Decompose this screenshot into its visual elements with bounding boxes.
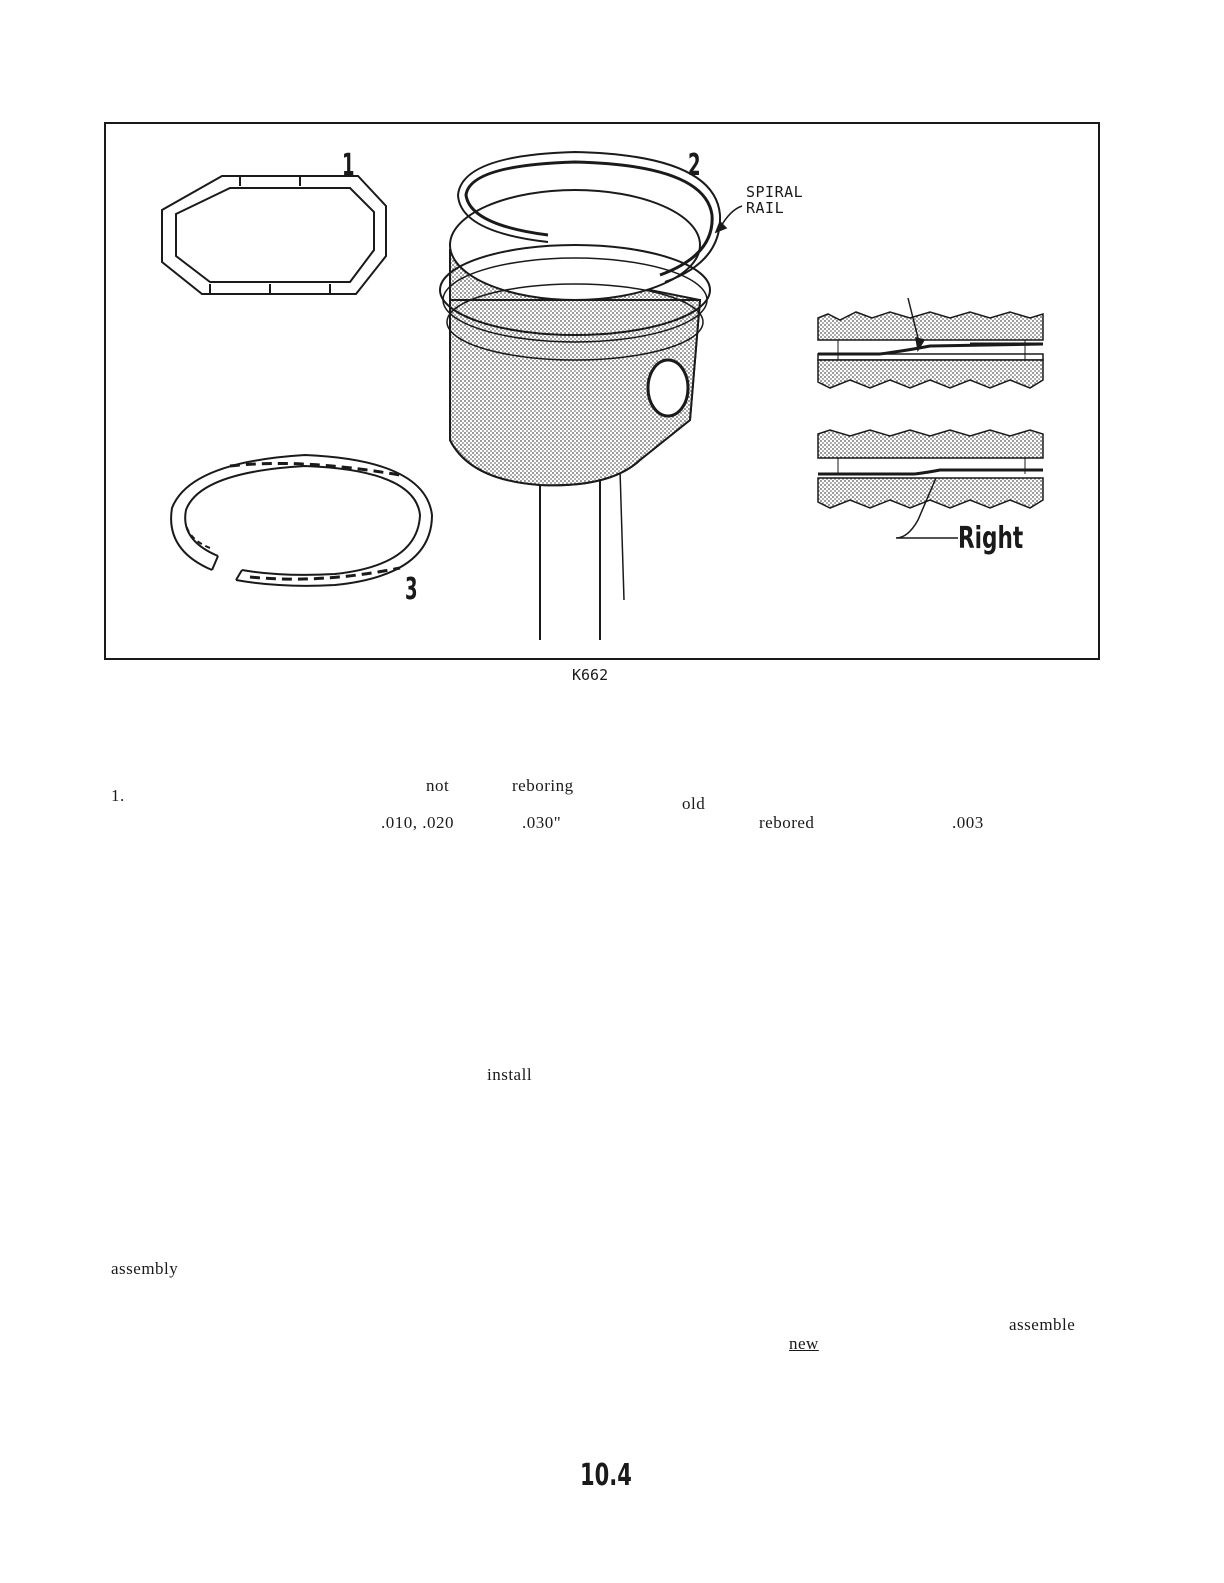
word-oversizes: .010, .020 <box>381 813 454 832</box>
spiral-rail-callout <box>746 184 803 216</box>
word-assemble: assemble <box>1009 1315 1076 1334</box>
part-label-2: 2 <box>688 148 701 183</box>
piston-ring-illustration <box>0 0 1224 700</box>
word-reboring: reboring <box>512 776 574 795</box>
spiral-rail-line2: RAIL <box>746 199 785 217</box>
expander-ring-drawing <box>162 176 386 294</box>
figure-caption: K662 <box>572 666 609 684</box>
right-label: Right <box>958 521 1024 556</box>
word-003: .003 <box>952 813 984 832</box>
word-rebored: rebored <box>759 813 815 832</box>
word-old: old <box>682 794 706 813</box>
item-number: 1. <box>111 786 125 805</box>
word-030: .030" <box>522 813 562 832</box>
page-number: 10.4 <box>580 1458 632 1493</box>
spiral-rail-line1: SPIRAL <box>746 183 804 201</box>
word-not: not <box>426 776 450 795</box>
word-assembly: assembly <box>111 1259 179 1278</box>
ring-gap-detail-top <box>818 298 1043 388</box>
piston-drawing <box>440 152 720 640</box>
word-new: new <box>789 1334 819 1353</box>
part-label-1: 1 <box>342 148 355 183</box>
part-label-3: 3 <box>405 572 418 607</box>
word-install: install <box>487 1065 533 1084</box>
oil-ring-drawing <box>171 455 432 586</box>
